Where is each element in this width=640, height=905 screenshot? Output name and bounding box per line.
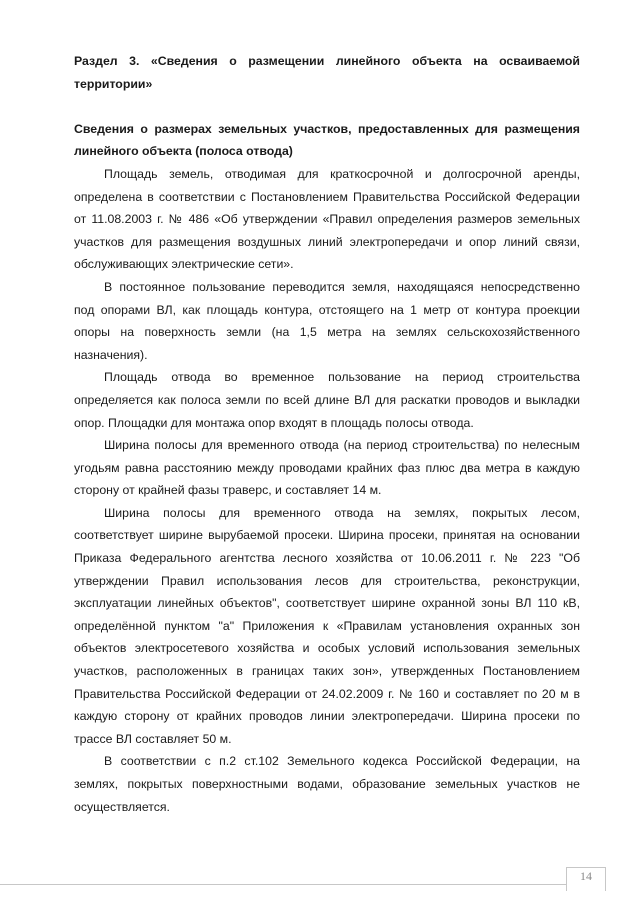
spacer [74,95,580,118]
paragraph-nonforest-width: Ширина полосы для временного отвода (на период строительства) по нелесным угодьям равна расстоянию между проводами крайних фаз плюс два метра в каждую сторону от крайней фазы траверс, и составляет 14 м. [74,438,580,498]
footer-divider [0,884,566,885]
document-body [74,50,580,818]
paragraph-water-lands: В соответствии с п.2 ст.102 Земельного кодекса Российской Федерации, на землях, покрытых поверхностными водами, образование земельных участков не осуществляется. [74,754,580,814]
paragraph-forest-width: Ширина полосы для временного отвода на землях, покрытых лесом, соответствует ширине вырубаемой просеки. Ширина просеки, принятая на основании Приказа Федерального агентства лесного хозяйства от 10.06.2011 г. № 223 "Об утверждении Правил использования лесов для строительства, реконструкции, эксплуатации линейных объектов", соответствует ширине охранной зоны ВЛ 110 кВ, определённой пунктом "а" Приложения к «Правилам установления охранных зон объектов электросетевого хозяйства и особых условий использования земельных участков, расположенных в границах таких зон», утвержденных Постановлением Правительства Российской Федерации от 24.02.2009 г. № 160 и составляет по 20 м в каждую сторону от крайних проводов линии электропередачи. Ширина просеки по трассе ВЛ составляет 50 м. [74,505,580,746]
section-title: Раздел 3. «Сведения о размещении линейного объекта на осваиваемой территории» [74,54,580,91]
subsection-title: Сведения о размерах земельных участков, предоставленных для размещения линейного объекта (полоса отвода) [74,121,580,159]
page-number: 14 [580,869,592,883]
paragraph-permanent-use: В постоянное пользование переводится земля, находящаяся непосредственно под опорами ВЛ, как площадь контура, отстоящего на 1 метр от контура проекции опоры на поверхность земли (на 1,5 метра на землях сельскохозяйственного назначения). [74,279,580,362]
paragraph-temporary-use: Площадь отвода во временное пользование на период строительства определяется как полоса земли по всей длине ВЛ для раскатки проводов и выкладки опор. Площадки для монтажа опор входят в площадь полосы отвода. [74,370,580,430]
paragraph-lease-area: Площадь земель, отводимая для краткосрочной и долгосрочной аренды, определена в соответствии с Постановлением Правительства Российской Федерации от 11.08.2003 г. № 486 «Об утверждении «Правил определения размеров земельных участков для размещения воздушных линий электропередачи и опор линий связи, обслуживающих электрические сети». [74,166,580,272]
